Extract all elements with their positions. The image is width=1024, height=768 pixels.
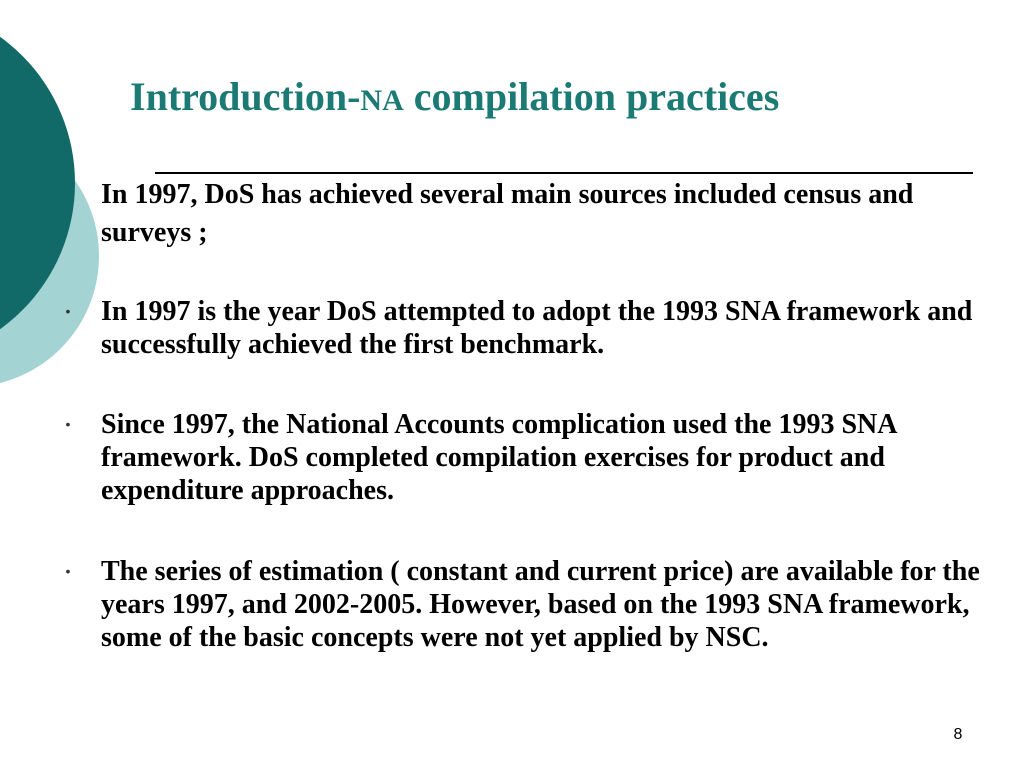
- slide-title: [130, 73, 779, 121]
- bullet-icon: •: [65, 416, 71, 432]
- list-item-text: In 1997 is the year DoS attempted to adopt the 1993 SNA framework and successfully achieved the first benchmark.: [101, 296, 973, 360]
- list-item-text: In 1997, DoS has achieved several main sources included census and surveys ;: [101, 179, 914, 248]
- list-item-text: Since 1997, the National Accounts complication used the 1993 SNA framework. DoS completed compilation exercises for product and expenditure approaches.: [101, 409, 896, 506]
- bullet-icon: •: [65, 563, 71, 579]
- page-number: 8: [953, 726, 963, 743]
- list-item-text: The series of estimation ( constant and current price) are available for the years 1997, and 2002-2005. However, based on the 1993 SNA framework, some of the basic concepts were not yet applied by NSC.: [101, 556, 980, 653]
- bullet-list: [65, 176, 981, 654]
- title-part-3: compilation practices: [403, 74, 780, 119]
- bullet-icon: •: [65, 303, 71, 319]
- list-item: [65, 295, 981, 361]
- list-item: [101, 176, 981, 252]
- title-part-2: NA: [360, 84, 404, 117]
- list-item: [65, 408, 981, 507]
- list-item: [65, 555, 981, 654]
- title-part-1: Introduction-: [130, 74, 361, 119]
- title-underline: [155, 172, 973, 174]
